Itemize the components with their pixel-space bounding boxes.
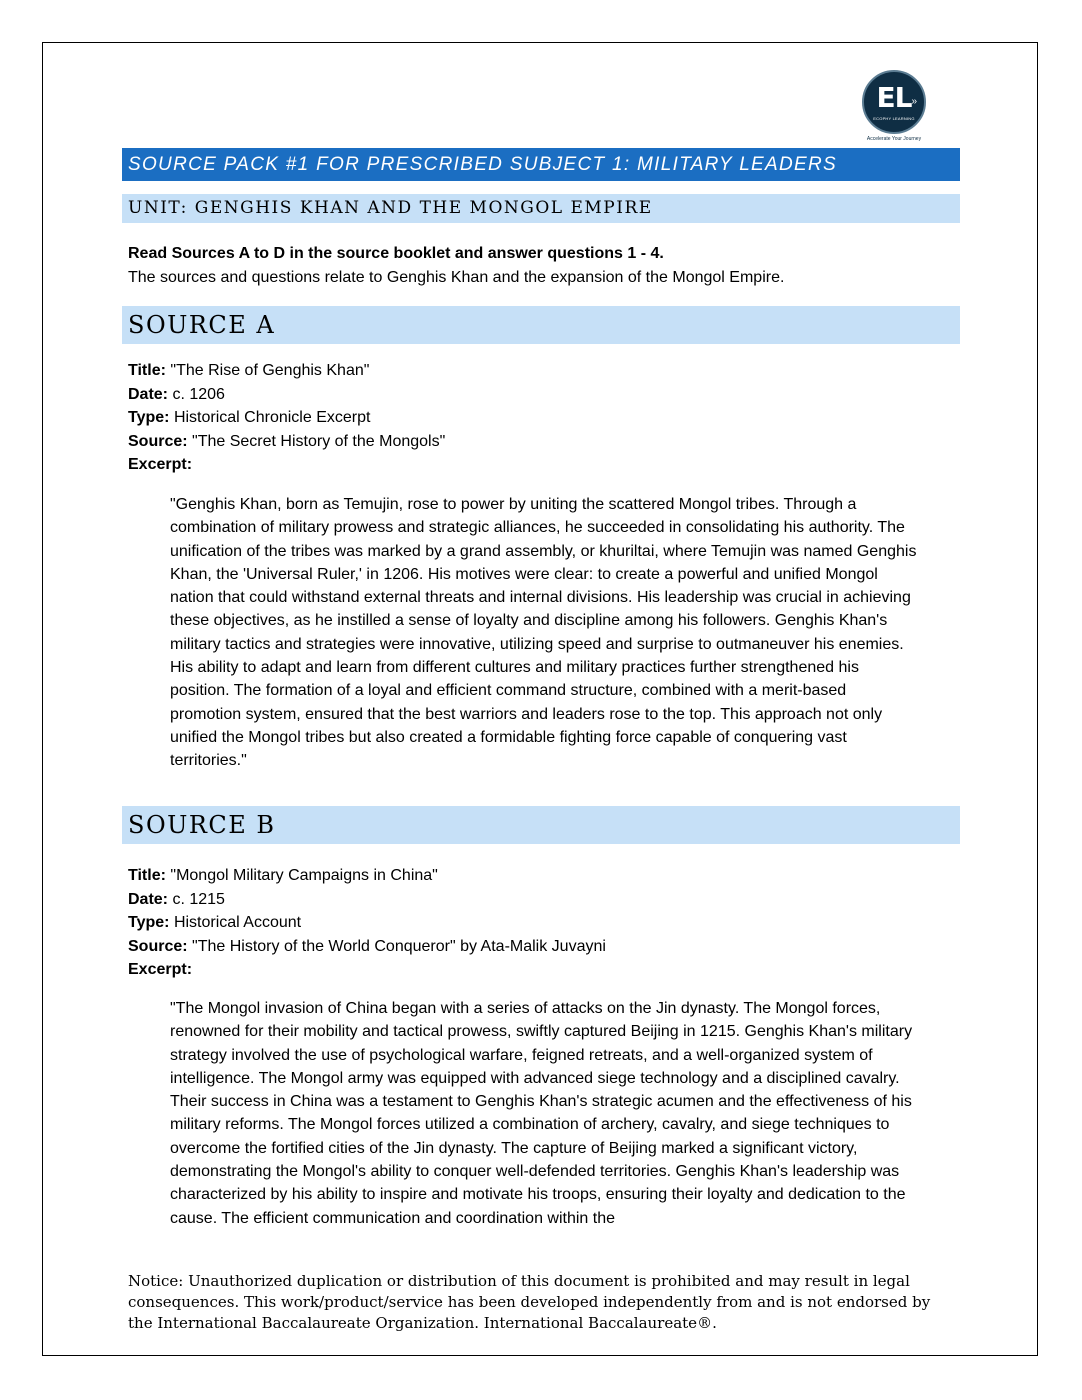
logo-arrow-icon: » <box>911 96 917 107</box>
legal-notice: Notice: Unauthorized duplication or distribution of this document is prohibited and may result in legal consequences. This work/product/service has been developed independently from and is not endorsed by the International Baccalaureate Organization. International Baccalaureate®. <box>128 1272 931 1332</box>
source-b-date: c. 1215 <box>172 890 225 908</box>
date-label: Date: <box>128 890 169 908</box>
source-a-type: Historical Chronicle Excerpt <box>173 409 371 426</box>
source-b-source: "The History of the World Conqueror" by Ata-Malik Juvayni <box>192 937 606 955</box>
logo-tagline: Accelerate Your Journey <box>866 136 922 142</box>
type-label: Type: <box>128 409 170 426</box>
source-a-title: "The Rise of Genghis Khan" <box>170 362 370 379</box>
excerpt-label: Excerpt: <box>128 456 193 473</box>
source-b-date-row <box>128 888 958 912</box>
source-a-meta <box>128 359 958 477</box>
source-b-type: Historical Account <box>173 914 302 931</box>
title-label: Title: <box>128 362 166 379</box>
source-a-date-row <box>128 383 958 407</box>
source-a-type-row <box>128 406 958 430</box>
source-a-source-row <box>128 430 958 454</box>
type-label: Type: <box>128 914 170 931</box>
title-label: Title: <box>128 867 166 884</box>
source-pack-banner: SOURCE PACK #1 FOR PRESCRIBED SUBJECT 1: MILITARY LEADERS <box>122 148 960 181</box>
source-a-excerpt-row <box>128 453 958 477</box>
source-a-date: c. 1206 <box>172 385 225 403</box>
instructions-text: The sources and questions relate to Genghis Khan and the expansion of the Mongol Empire. <box>128 269 785 286</box>
date-label: Date: <box>128 385 169 403</box>
source-label: Source: <box>128 432 188 450</box>
source-a-source: "The Secret History of the Mongols" <box>192 432 446 450</box>
source-b-title: "Mongol Military Campaigns in China" <box>170 867 438 884</box>
excerpt-label: Excerpt: <box>128 961 193 978</box>
source-b-excerpt: "The Mongol invasion of China began with a series of attacks on the Jin dynasty. The Mongol forces, renowned for their mobility and tactical prowess, swiftly captured Beijing in 1215. Genghis Khan's military strategy involved the use of psychological warfare, feigned retreats, and a well-organized system of intelligence. The Mongol army was equipped with advanced siege technology and a disciplined cavalry. Their success in China was a testament to Genghis Khan's strategic acumen and the effectiveness of his military reforms. The Mongol forces utilized a combination of archery, cavalry, and siege techniques to overcome the fortified cities of the Jin dynasty. The capture of Beijing marked a significant victory, demonstrating the Mongol's ability to conquer well-defended territories. Genghis Khan's leadership was characterized by his ability to inspire and motivate his troops, ensuring their loyalty and dedication to the cause. The efficient communication and coordination within the <box>170 1000 913 1227</box>
unit-banner: UNIT: GENGHIS KHAN AND THE MONGOL EMPIRE <box>122 194 960 223</box>
logo-letters: EL <box>876 81 912 114</box>
logo <box>858 70 930 150</box>
source-b-excerpt-row <box>128 958 958 982</box>
source-a-excerpt: "Genghis Khan, born as Temujin, rose to power by uniting the scattered Mongol tribes. Through a combination of military prowess and strategic alliances, he succeeded in consolidating his authority. The unification of the tribes was marked by a grand assembly, or khuriltai, where Temujin was named Genghis Khan, the 'Universal Ruler,' in 1206. His motives were clear: to create a powerful and unified Mongol nation that could withstand external threats and internal divisions. His leadership was crucial in achieving these objectives, as he instilled a sense of loyalty and discipline among his followers. Genghis Khan's military tactics and strategies were innovative, utilizing speed and surprise to outmaneuver his enemies. His ability to adapt and learn from different cultures and military practices further strengthened his position. The formation of a loyal and efficient command structure, combined with a merit-based promotion system, ensured that the best warriors and leaders rose to the top. This approach not only unified the Mongol tribes but also created a formidable fighting force capable of conquering vast territories." <box>170 496 917 770</box>
source-b-title-row <box>128 864 958 888</box>
source-b-heading: SOURCE B <box>122 806 960 844</box>
source-a-title-row <box>128 359 958 383</box>
source-label: Source: <box>128 937 188 955</box>
instructions-bold: Read Sources A to D in the source booklet and answer questions 1 - 4. <box>128 245 664 262</box>
source-b-source-row <box>128 935 958 959</box>
source-b-meta <box>128 864 958 982</box>
logo-small-text: ECOPHY LEARNING <box>873 116 915 121</box>
logo-badge <box>862 70 926 134</box>
source-b-type-row <box>128 911 958 935</box>
source-a-heading: SOURCE A <box>122 306 960 344</box>
